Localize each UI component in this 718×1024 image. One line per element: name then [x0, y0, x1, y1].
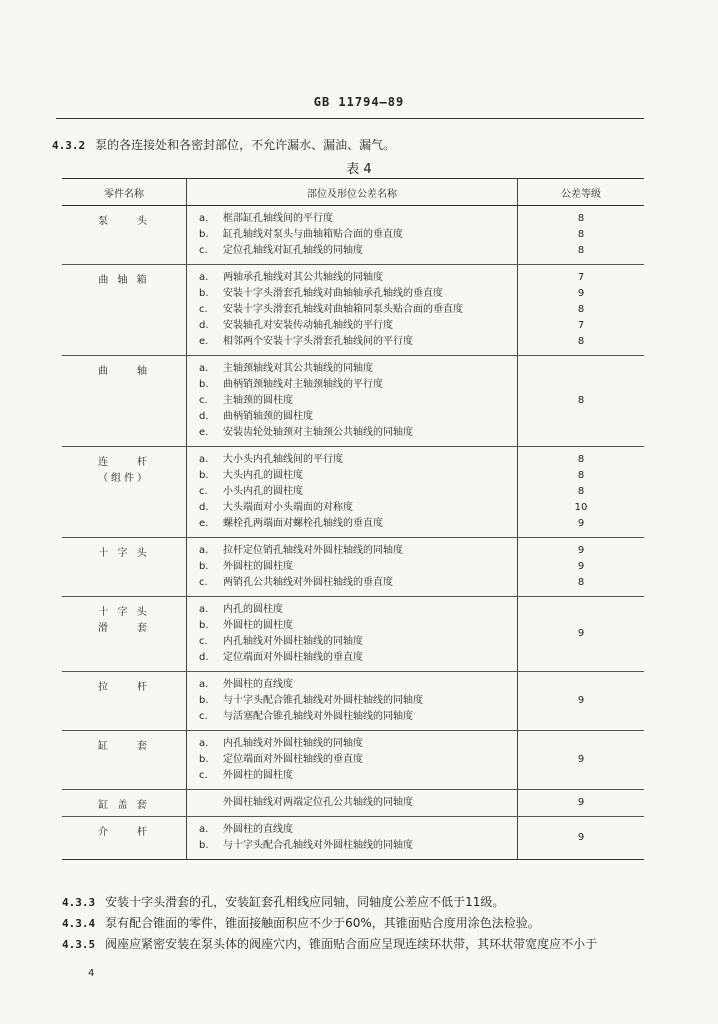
tolerance-item [199, 468, 517, 484]
item-letter: d. [199, 411, 209, 422]
tolerance-item [199, 795, 517, 811]
tolerance-item [199, 634, 517, 650]
item-letter: c. [199, 395, 208, 406]
part-name: 缸 盖 套 [98, 800, 150, 811]
item-text: 与十字头配合锥孔轴线对外圆柱轴线的同轴度 [223, 695, 423, 706]
part-name: 十 字 头 [98, 607, 150, 618]
part-name-cell [62, 672, 187, 731]
part-name: 缸 套 [98, 741, 150, 752]
clause-text: 泵的各连接处和各密封部位，不允许漏水、漏油、漏气。 [95, 138, 396, 152]
tolerance-items-cell [187, 447, 518, 538]
item-text: 大头内孔的圆柱度 [223, 470, 303, 481]
table-row [62, 265, 644, 356]
grade-value: 8 [577, 245, 585, 256]
tolerance-item [199, 516, 517, 532]
item-text: 曲柄销颈轴线对主轴颈轴线的平行度 [223, 379, 383, 390]
col-header-item: 部位及形位公差名称 [187, 179, 518, 206]
item-letter: e. [199, 518, 209, 529]
item-letter: c. [199, 770, 208, 781]
item-letter: b. [199, 840, 209, 851]
grade-value: 9 [577, 797, 585, 808]
item-letter: b. [199, 561, 209, 572]
item-letter: b. [199, 229, 209, 240]
grade-cell [518, 356, 645, 447]
tolerance-item [199, 484, 517, 500]
item-letter: b. [199, 379, 209, 390]
tolerance-item [199, 243, 517, 259]
tolerance-items-cell [187, 356, 518, 447]
tolerance-item [199, 575, 517, 591]
clause-4-3-2 [52, 136, 395, 153]
item-text: 与十字头配合孔轴线对外圆柱轴线的同轴度 [223, 840, 413, 851]
tolerance-item [199, 543, 517, 559]
tolerance-items-cell [187, 790, 518, 817]
table-row [62, 447, 644, 538]
item-letter: c. [199, 245, 208, 256]
item-text: 缸孔轴线对泵头与曲轴箱贴合面的垂直度 [223, 229, 403, 240]
part-name-cell [62, 538, 187, 597]
table-row [62, 538, 644, 597]
grade-value: 8 [577, 304, 585, 315]
item-text: 外圆柱的直线度 [223, 824, 293, 835]
item-text: 定位端面对外圆柱轴线的垂直度 [223, 652, 363, 663]
item-text: 两销孔公共轴线对外圆柱轴线的垂直度 [223, 577, 393, 588]
grade-value: 8 [577, 229, 585, 240]
tolerance-item [199, 736, 517, 752]
tolerance-item [199, 602, 517, 618]
grade-value: 8 [577, 486, 585, 497]
item-text: 安装十字头滑套孔轴线对曲轴轴承孔轴线的垂直度 [223, 288, 443, 299]
tolerance-item [199, 452, 517, 468]
tolerance-item [199, 211, 517, 227]
item-text: 内孔轴线对外圆柱轴线的同轴度 [223, 738, 363, 749]
table-row [62, 206, 644, 265]
item-letter: c. [199, 304, 208, 315]
page-number: 4 [88, 968, 95, 979]
item-text: 安装轴孔对安装传动轴孔轴线的平行度 [223, 320, 393, 331]
item-text: 拉杆定位销孔轴线对外圆柱轴线的同轴度 [223, 545, 403, 556]
grade-cell [518, 731, 645, 790]
grade-value: 8 [577, 395, 585, 406]
header-rule [56, 118, 644, 119]
item-letter: a. [199, 363, 209, 374]
tolerance-item [199, 709, 517, 725]
part-name: 曲 轴 [98, 366, 150, 377]
item-text: 与活塞配合锥孔轴线对外圆柱轴线的同轴度 [223, 711, 413, 722]
clause-4-3-5 [62, 935, 597, 952]
tolerance-items-cell [187, 538, 518, 597]
part-name-cell [62, 447, 187, 538]
item-text: 外圆柱的圆柱度 [223, 620, 293, 631]
grade-cell [518, 597, 645, 672]
part-name: 连 杆 [98, 457, 150, 468]
table-title: 表 4 [346, 162, 372, 177]
grade-value: 8 [577, 470, 585, 481]
tolerance-item [199, 693, 517, 709]
item-letter: a. [199, 679, 209, 690]
tolerance-item [199, 302, 517, 318]
part-name-cell [62, 790, 187, 817]
col-header-part: 零件名称 [62, 179, 187, 206]
tolerance-item [199, 838, 517, 854]
grade-value: 8 [577, 577, 585, 588]
tolerance-item [199, 270, 517, 286]
item-letter: b. [199, 695, 209, 706]
item-text: 定位端面对外圆柱轴线的垂直度 [223, 754, 363, 765]
table-row [62, 597, 644, 672]
grade-cell [518, 817, 645, 860]
tolerance-item [199, 559, 517, 575]
grade-value: 9 [577, 561, 585, 572]
item-text: 安装齿轮处轴颈对主轴颈公共轴线的同轴度 [223, 427, 413, 438]
table-body [62, 206, 644, 860]
tolerance-item [199, 334, 517, 350]
clause-number: 4.3.5 [62, 938, 96, 951]
tolerance-item [199, 677, 517, 693]
tolerance-item [199, 377, 517, 393]
clause-text: 泵有配合锥面的零件，锥面接触面积应不少于60%，其锥面贴合度用涂色法检验。 [105, 916, 540, 930]
grade-value: 7 [577, 320, 585, 331]
grade-value: 9 [577, 545, 585, 556]
table-row [62, 817, 644, 860]
grade-cell [518, 206, 645, 265]
standard-number: GB 11794—89 [313, 95, 405, 109]
item-letter: a. [199, 272, 209, 283]
tolerance-item [199, 650, 517, 666]
item-text: 安装十字头滑套孔轴线对曲轴箱同泵头贴合面的垂直度 [223, 304, 463, 315]
grade-value: 10 [574, 502, 588, 513]
part-name: 十 字 头 [98, 548, 150, 559]
grade-cell [518, 447, 645, 538]
item-letter: a. [199, 545, 209, 556]
item-text: 外圆柱的圆柱度 [223, 770, 293, 781]
tolerance-item [199, 361, 517, 377]
item-text: 大头端面对小头端面的对称度 [223, 502, 353, 513]
table-row [62, 790, 644, 817]
grade-value: 9 [577, 832, 585, 843]
item-letter: a. [199, 454, 209, 465]
tolerance-item [199, 425, 517, 441]
grade-cell [518, 265, 645, 356]
tolerance-table [62, 178, 644, 860]
grade-value: 9 [577, 695, 585, 706]
tolerance-item [199, 768, 517, 784]
tolerance-item [199, 227, 517, 243]
tolerance-items-cell [187, 597, 518, 672]
clause-number: 4.3.4 [62, 917, 96, 930]
item-text: 主轴颈的圆柱度 [223, 395, 293, 406]
item-letter: d. [199, 320, 209, 331]
tolerance-item [199, 286, 517, 302]
item-letter: a. [199, 738, 209, 749]
part-name: 拉 杆 [98, 682, 150, 693]
item-letter: b. [199, 288, 209, 299]
part-name: 介 杆 [98, 827, 150, 838]
item-text: 外圆柱的圆柱度 [223, 561, 293, 572]
part-name-cell [62, 597, 187, 672]
grade-value: 8 [577, 454, 585, 465]
table-row [62, 356, 644, 447]
tolerance-item [199, 822, 517, 838]
item-letter: e. [199, 427, 209, 438]
item-letter: c. [199, 711, 208, 722]
grade-value: 9 [577, 754, 585, 765]
grade-cell [518, 672, 645, 731]
grade-value: 7 [577, 272, 585, 283]
part-name-cell [62, 265, 187, 356]
grade-value: 8 [577, 213, 585, 224]
item-text: 螺栓孔两端面对螺栓孔轴线的垂直度 [223, 518, 383, 529]
item-text: 主轴颈轴线对其公共轴线的同轴度 [223, 363, 373, 374]
part-name-cell [62, 356, 187, 447]
item-text: 外圆柱轴线对两端定位孔公共轴线的同轴度 [223, 797, 413, 808]
clause-text: 安装十字头滑套的孔，安装缸套孔相线应同轴，同轴度公差应不低于11级。 [105, 895, 505, 909]
grade-cell [518, 790, 645, 817]
item-letter: b. [199, 620, 209, 631]
item-letter: a. [199, 824, 209, 835]
item-text: 框部缸孔轴线间的平行度 [223, 213, 333, 224]
tolerance-item [199, 752, 517, 768]
item-text: 两轴承孔轴线对其公共轴线的同轴度 [223, 272, 383, 283]
clause-number: 4.3.2 [52, 139, 86, 152]
item-text: 外圆柱的直线度 [223, 679, 293, 690]
grade-value: 9 [577, 518, 585, 529]
clause-number: 4.3.3 [62, 896, 96, 909]
item-text: 定位孔轴线对缸孔轴线的同轴度 [223, 245, 363, 256]
tolerance-item [199, 500, 517, 516]
tolerance-item [199, 318, 517, 334]
part-name: 泵 头 [98, 216, 150, 227]
tolerance-items-cell [187, 731, 518, 790]
item-letter: c. [199, 486, 208, 497]
item-letter: c. [199, 577, 208, 588]
item-letter: d. [199, 502, 209, 513]
part-name: （组件） [98, 473, 150, 484]
part-name-cell [62, 731, 187, 790]
item-text: 曲柄销轴颈的圆柱度 [223, 411, 313, 422]
col-header-grade: 公差等级 [518, 179, 645, 206]
tolerance-item [199, 393, 517, 409]
tolerance-items-cell [187, 672, 518, 731]
grade-cell [518, 538, 645, 597]
item-letter: e. [199, 336, 209, 347]
clause-text: 阀座应紧密安装在泵头体的阀座穴内，锥面贴合面应呈现连续环状带，其环状带宽度应不小于 [105, 937, 598, 951]
item-text: 内孔的圆柱度 [223, 604, 283, 615]
part-name-cell [62, 206, 187, 265]
item-letter: c. [199, 636, 208, 647]
item-letter: d. [199, 652, 209, 663]
tolerance-item [199, 409, 517, 425]
part-name: 滑 套 [98, 623, 150, 634]
item-letter: a. [199, 213, 209, 224]
table-header-row [62, 179, 644, 206]
grade-value: 9 [577, 628, 585, 639]
item-letter: b. [199, 470, 209, 481]
table-row [62, 672, 644, 731]
tolerance-items-cell [187, 817, 518, 860]
tolerance-item [199, 618, 517, 634]
part-name-cell [62, 817, 187, 860]
item-text: 小头内孔的圆柱度 [223, 486, 303, 497]
clause-4-3-3 [62, 893, 504, 910]
item-text: 大小头内孔轴线间的平行度 [223, 454, 343, 465]
table-row [62, 731, 644, 790]
clause-4-3-4 [62, 914, 540, 931]
item-letter: b. [199, 754, 209, 765]
part-name: 曲 轴 箱 [98, 275, 150, 286]
grade-value: 8 [577, 336, 585, 347]
item-text: 相邻两个安装十字头滑套孔轴线间的平行度 [223, 336, 413, 347]
grade-value: 9 [577, 288, 585, 299]
item-text: 内孔轴线对外圆柱轴线的同轴度 [223, 636, 363, 647]
tolerance-items-cell [187, 206, 518, 265]
item-letter: a. [199, 604, 209, 615]
tolerance-items-cell [187, 265, 518, 356]
